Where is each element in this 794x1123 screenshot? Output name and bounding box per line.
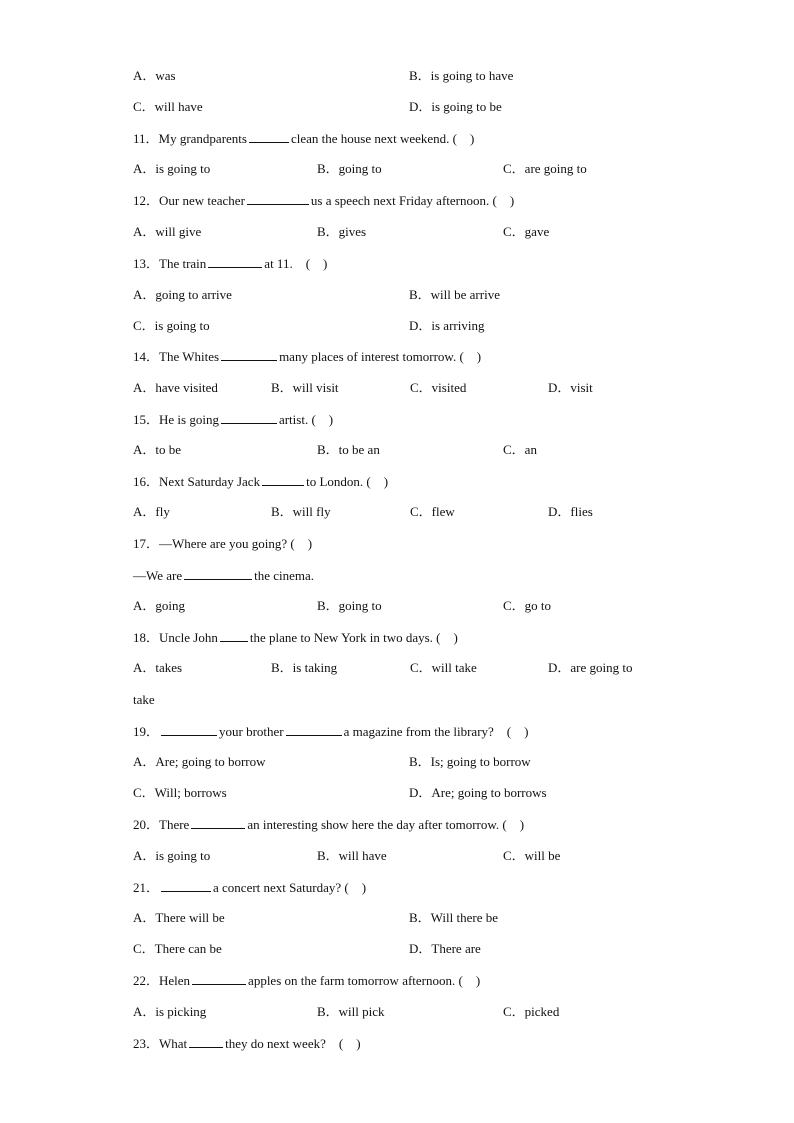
question-text: apples on the farm tomorrow afternoon. ( ) xyxy=(248,973,481,988)
options-row xyxy=(133,378,693,398)
question-text: 14．The Whites xyxy=(133,349,220,364)
answer-option: C．are going to xyxy=(503,161,587,176)
question-line xyxy=(133,721,528,741)
question-text: 17．—Where are you going? ( ) xyxy=(133,536,313,551)
options-row xyxy=(133,939,693,959)
answer-option: B．will pick xyxy=(317,1004,385,1019)
answer-option: B．is taking xyxy=(271,660,338,675)
answer-option: C．will have xyxy=(133,99,203,114)
options-row xyxy=(133,222,693,242)
question-text: they do next week? ( ) xyxy=(225,1036,361,1051)
answer-option: B．Will there be xyxy=(409,910,499,925)
answer-option: B．will fly xyxy=(271,504,331,519)
options-row xyxy=(133,159,693,179)
question-line xyxy=(133,565,314,585)
question-text: 23．What xyxy=(133,1036,188,1051)
answer-blank xyxy=(192,970,246,985)
answer-blank xyxy=(221,409,277,424)
answer-option: A．will give xyxy=(133,224,202,239)
question-line xyxy=(133,346,481,366)
question-text: 12．Our new teacher xyxy=(133,193,245,208)
options-row xyxy=(133,908,693,928)
answer-option: B．going to xyxy=(317,598,382,613)
answer-option: D．is arriving xyxy=(409,318,485,333)
answer-option: C．will take xyxy=(410,660,477,675)
answer-blank xyxy=(191,814,245,829)
options-row xyxy=(133,846,693,866)
answer-blank xyxy=(189,1033,223,1048)
question-text: the plane to New York in two days. ( ) xyxy=(249,630,458,645)
answer-option: B．going to xyxy=(317,161,382,176)
question-text: 13．The train xyxy=(133,256,207,271)
question-text: 15．He is going xyxy=(133,412,219,427)
question-text: —We are xyxy=(133,568,183,583)
answer-option: C．will be xyxy=(503,848,561,863)
answer-option: C．Will; borrows xyxy=(133,785,227,800)
answer-option: A．is picking xyxy=(133,1004,207,1019)
answer-option: D．is going to be xyxy=(409,99,502,114)
question-text: at 11. ( ) xyxy=(264,256,328,271)
answer-option: B．gives xyxy=(317,224,367,239)
answer-option: C．flew xyxy=(410,504,455,519)
answer-option: A．is going to xyxy=(133,161,211,176)
question-text: take xyxy=(133,692,155,707)
question-text: artist. ( ) xyxy=(278,412,334,427)
question-text: 21． xyxy=(133,880,160,895)
answer-option: C．go to xyxy=(503,598,552,613)
question-text: us a speech next Friday afternoon. ( ) xyxy=(310,193,515,208)
answer-blank xyxy=(262,471,304,486)
question-text: a magazine from the library? ( ) xyxy=(343,724,529,739)
options-row xyxy=(133,97,693,117)
options-row xyxy=(133,1002,693,1022)
answer-option: B．will have xyxy=(317,848,387,863)
answer-option: A．fly xyxy=(133,504,170,519)
answer-option: D．There are xyxy=(409,941,481,956)
answer-option: D．Are; going to borrows xyxy=(409,785,547,800)
question-line xyxy=(133,534,312,554)
question-text: 16．Next Saturday Jack xyxy=(133,474,261,489)
answer-option: C．picked xyxy=(503,1004,560,1019)
answer-blank xyxy=(184,565,252,580)
question-text: clean the house next weekend. ( ) xyxy=(290,131,475,146)
question-text: 19． xyxy=(133,724,160,739)
answer-option: C．There can be xyxy=(133,941,222,956)
answer-option: A．takes xyxy=(133,660,183,675)
options-row xyxy=(133,596,693,616)
options-row xyxy=(133,440,693,460)
question-line xyxy=(133,877,366,897)
answer-option: C．an xyxy=(503,442,537,457)
question-line xyxy=(133,814,524,834)
answer-option: D．visit xyxy=(548,380,593,395)
answer-option: C．visited xyxy=(410,380,467,395)
answer-option: B．is going to have xyxy=(409,68,514,83)
answer-blank xyxy=(249,128,289,143)
options-row xyxy=(133,783,693,803)
answer-option: A．to be xyxy=(133,442,182,457)
question-text: the cinema. xyxy=(254,568,315,583)
options-row xyxy=(133,66,693,86)
options-row xyxy=(133,752,693,772)
answer-blank xyxy=(161,721,217,736)
answer-option: A．is going to xyxy=(133,848,211,863)
options-row xyxy=(133,285,693,305)
answer-option: C．gave xyxy=(503,224,550,239)
answer-option: A．There will be xyxy=(133,910,225,925)
answer-option: B．to be an xyxy=(317,442,380,457)
answer-option: A．going xyxy=(133,598,186,613)
question-text: 11．My grandparents xyxy=(133,131,247,146)
question-line xyxy=(133,409,333,429)
answer-blank xyxy=(208,253,262,268)
question-text: to London. ( ) xyxy=(306,474,389,489)
question-line xyxy=(133,190,514,210)
answer-option: D．flies xyxy=(548,504,593,519)
question-text: 22．Helen xyxy=(133,973,191,988)
options-row xyxy=(133,502,693,522)
question-text: your brother xyxy=(219,724,284,739)
question-text: many places of interest tomorrow. ( ) xyxy=(279,349,482,364)
question-text: 20．There xyxy=(133,817,190,832)
question-line xyxy=(133,970,480,990)
answer-option: A．Are; going to borrow xyxy=(133,754,266,769)
answer-option: A．going to arrive xyxy=(133,287,232,302)
answer-option: A．was xyxy=(133,68,176,83)
answer-blank xyxy=(161,877,211,892)
answer-blank xyxy=(220,627,248,642)
question-line xyxy=(133,1033,361,1053)
answer-option: A．have visited xyxy=(133,380,218,395)
answer-option: B．will be arrive xyxy=(409,287,500,302)
answer-option: C．is going to xyxy=(133,318,210,333)
answer-blank xyxy=(221,346,277,361)
answer-option: B．Is; going to borrow xyxy=(409,754,531,769)
question-line xyxy=(133,128,474,148)
answer-blank xyxy=(247,190,309,205)
question-line xyxy=(133,690,155,710)
options-row xyxy=(133,658,693,678)
answer-option: B．will visit xyxy=(271,380,339,395)
options-row xyxy=(133,316,693,336)
answer-blank xyxy=(286,721,342,736)
question-text: 18．Uncle John xyxy=(133,630,218,645)
question-line xyxy=(133,627,458,647)
question-line xyxy=(133,253,327,273)
question-text: an interesting show here the day after tomorrow. ( ) xyxy=(247,817,525,832)
answer-option: D．are going to xyxy=(548,660,633,675)
question-line xyxy=(133,471,388,491)
question-text: a concert next Saturday? ( ) xyxy=(213,880,367,895)
